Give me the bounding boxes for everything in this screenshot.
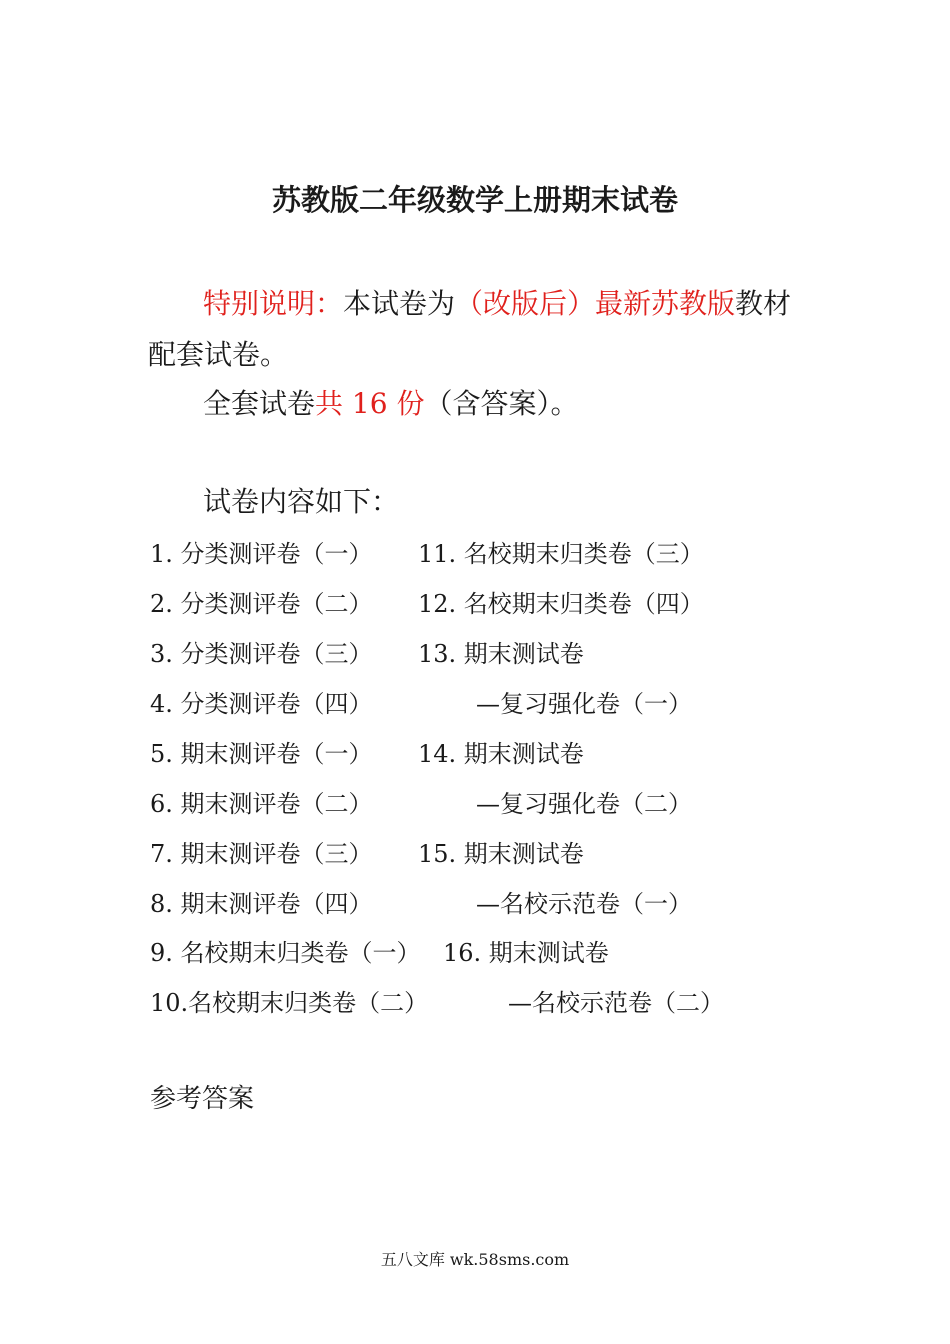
total-text-2: （含答案）。 <box>424 387 579 420</box>
list-item: —复习强化卷（二） <box>476 790 692 818</box>
list-item: —名校示范卷（一） <box>476 890 692 918</box>
list-item: 2. 分类测评卷（二） <box>150 590 373 618</box>
answer-heading: 参考答案 <box>150 1084 255 1114</box>
total-count-line <box>203 382 578 422</box>
list-item: 16. 期末测试卷 <box>443 939 609 967</box>
list-item: 11. 名校期末归类卷（三） <box>418 540 704 568</box>
list-item: 14. 期末测试卷 <box>418 740 584 768</box>
list-item: 6. 期末测评卷（二） <box>150 790 373 818</box>
special-note-line-1 <box>203 282 791 322</box>
list-item: 3. 分类测评卷（三） <box>150 640 373 668</box>
list-item: 4. 分类测评卷（四） <box>150 690 373 718</box>
contents-heading: 试卷内容如下： <box>203 485 400 518</box>
list-item: —名校示范卷（二） <box>508 989 724 1017</box>
list-item: 10.名校期末归类卷（二） <box>150 989 429 1017</box>
special-note-text-3: 配套试卷。 <box>148 338 289 371</box>
list-item: 12. 名校期末归类卷（四） <box>418 590 704 618</box>
special-note-line-2 <box>148 333 288 373</box>
total-highlight: 共 16 份 <box>315 387 425 420</box>
list-item: 7. 期末测评卷（三） <box>150 840 373 868</box>
list-item: 8. 期末测评卷（四） <box>150 890 373 918</box>
special-note-highlight: （改版后）最新苏教版 <box>455 287 736 320</box>
page-footer: 五八文库 wk.58sms.com <box>380 1250 570 1269</box>
list-item: —复习强化卷（一） <box>476 690 692 718</box>
total-text: 全套试卷 <box>203 387 316 420</box>
document-title: 苏教版二年级数学上册期末试卷 <box>271 183 678 217</box>
list-item: 13. 期末测试卷 <box>418 640 584 668</box>
special-note-text-2: 教材 <box>735 287 792 320</box>
list-item: 15. 期末测试卷 <box>418 840 584 868</box>
special-note-label: 特别说明： <box>203 287 344 320</box>
special-note-text: 本试卷为 <box>343 287 456 320</box>
list-item: 1. 分类测评卷（一） <box>150 540 373 568</box>
list-item: 9. 名校期末归类卷（一） <box>150 939 421 967</box>
list-item: 5. 期末测评卷（一） <box>150 740 373 768</box>
